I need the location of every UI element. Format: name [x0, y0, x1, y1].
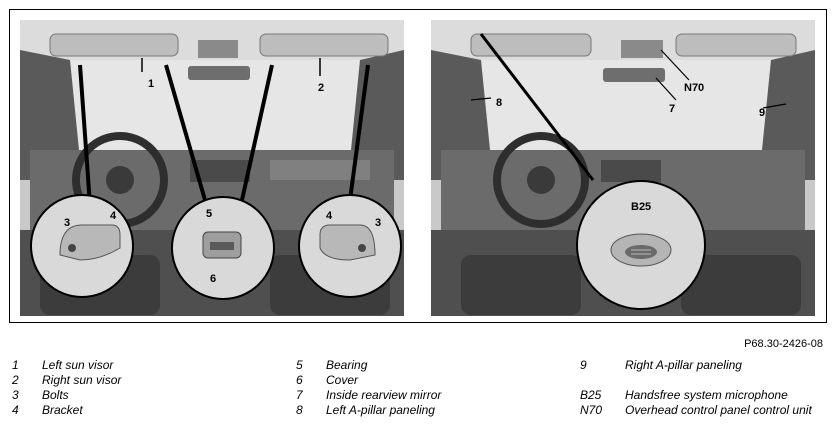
- callout-3-left: 3: [64, 217, 71, 229]
- legend-number: N70: [580, 403, 603, 417]
- legend-text: Left sun visor: [42, 358, 114, 372]
- legend-number: 1: [12, 358, 19, 372]
- callout-N70: N70: [684, 82, 705, 94]
- right-interior-illustration: [431, 20, 815, 316]
- legend-text: Inside rearview mirror: [326, 388, 442, 402]
- inside-rearview-mirror: [603, 68, 665, 82]
- left-sun-visor: [50, 34, 178, 56]
- legend-number: 5: [296, 358, 303, 372]
- callout-4-right: 4: [326, 210, 333, 222]
- left-interior-illustration: [20, 20, 404, 316]
- legend-text: Handsfree system microphone: [625, 388, 788, 402]
- legend-number: 6: [296, 373, 303, 387]
- legend-number: 2: [12, 373, 19, 387]
- overhead-control-panel: [198, 40, 238, 58]
- figure-frame: [9, 9, 827, 323]
- left-illustration-svg: [20, 20, 404, 316]
- callout-6: 6: [210, 273, 217, 285]
- legend-text: Bearing: [326, 358, 368, 372]
- legend-number: 7: [296, 388, 303, 402]
- legend-text: Bolts: [42, 388, 69, 402]
- callout-2: 2: [318, 82, 325, 94]
- callout-1: 1: [148, 78, 155, 90]
- callout-4-left: 4: [110, 210, 117, 222]
- legend-number: 9: [580, 358, 587, 372]
- legend-number: 3: [12, 388, 19, 402]
- legend-text: Right sun visor: [42, 373, 122, 387]
- callout-7: 7: [669, 103, 676, 115]
- figure-reference-code: P68.30-2426-08: [744, 338, 823, 350]
- legend-text: Right A-pillar paneling: [625, 358, 742, 372]
- legend-text: Overhead control panel control unit: [625, 403, 812, 417]
- right-illustration-svg: [431, 20, 815, 316]
- legend-text: Cover: [326, 373, 359, 387]
- overhead-control-panel-unit: [621, 40, 663, 58]
- legend-number: B25: [580, 388, 602, 402]
- legend-text: Bracket: [42, 403, 83, 417]
- legend-number: 4: [12, 403, 19, 417]
- rearview-mirror: [188, 66, 250, 80]
- callout-3-right: 3: [375, 217, 382, 229]
- callout-5: 5: [206, 208, 213, 220]
- callout-8: 8: [496, 97, 503, 109]
- right-sun-visor: [260, 34, 388, 56]
- legend-text: Left A-pillar paneling: [326, 403, 435, 417]
- callout-9: 9: [759, 107, 766, 119]
- callout-B25: B25: [631, 201, 652, 213]
- legend-number: 8: [296, 403, 303, 417]
